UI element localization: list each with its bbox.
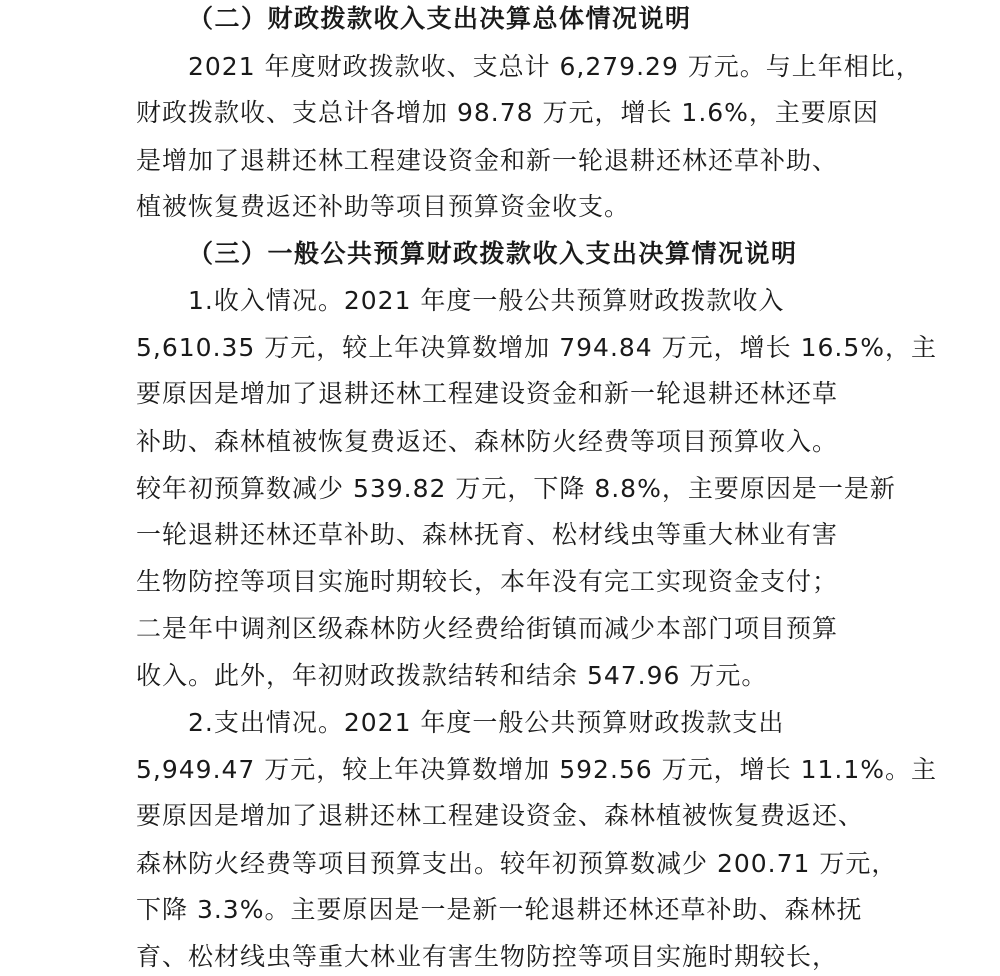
paragraph-line: 5,610.35 万元，较上年决算数增加 794.84 万元，增长 16.5%，主 bbox=[136, 333, 938, 362]
paragraph-line: 1.收入情况。2021 年度一般公共预算财政拨款收入 bbox=[188, 286, 785, 315]
section-heading-2: （二）财政拨款收入支出决算总体情况说明 bbox=[188, 4, 692, 33]
paragraph-line: 要原因是增加了退耕还林工程建设资金和新一轮退耕还林还草 bbox=[136, 379, 839, 408]
paragraph-line: 要原因是增加了退耕还林工程建设资金、森林植被恢复费返还、 bbox=[136, 801, 865, 830]
paragraph-line: 5,949.47 万元，较上年决算数增加 592.56 万元，增长 11.1%。主 bbox=[136, 755, 938, 784]
paragraph-line: 较年初预算数减少 539.82 万元，下降 8.8%，主要原因是一是新 bbox=[136, 474, 896, 503]
paragraph-line: 生物防控等项目实施时期较长，本年没有完工实现资金支付； bbox=[136, 567, 839, 596]
paragraph-line: 是增加了退耕还林工程建设资金和新一轮退耕还林还草补助、 bbox=[136, 146, 839, 175]
paragraph-line: 森林防火经费等项目预算支出。较年初预算数减少 200.71 万元， bbox=[136, 849, 898, 878]
paragraph-line: 植被恢复费返还补助等项目预算资金收支。 bbox=[136, 192, 631, 221]
paragraph-line: 收入。此外，年初财政拨款结转和结余 547.96 万元。 bbox=[136, 661, 768, 690]
paragraph-line: 育、松材线虫等重大林业有害生物防控等项目实施时期较长， bbox=[136, 942, 839, 971]
paragraph-line: 二是年中调剂区级森林防火经费给街镇而减少本部门项目预算 bbox=[136, 614, 839, 643]
paragraph-line: 一轮退耕还林还草补助、森林抚育、松材线虫等重大林业有害 bbox=[136, 520, 839, 549]
paragraph-line: 下降 3.3%。主要原因是一是新一轮退耕还林还草补助、森林抚 bbox=[136, 895, 863, 924]
paragraph-line: 2021 年度财政拨款收、支总计 6,279.29 万元。与上年相比， bbox=[188, 52, 922, 81]
section-heading-3: （三）一般公共预算财政拨款收入支出决算情况说明 bbox=[188, 239, 798, 268]
paragraph-line: 财政拨款收、支总计各增加 98.78 万元，增长 1.6%，主要原因 bbox=[136, 98, 879, 127]
paragraph-line: 2.支出情况。2021 年度一般公共预算财政拨款支出 bbox=[188, 708, 785, 737]
paragraph-line: 补助、森林植被恢复费返还、森林防火经费等项目预算收入。 bbox=[136, 427, 839, 456]
